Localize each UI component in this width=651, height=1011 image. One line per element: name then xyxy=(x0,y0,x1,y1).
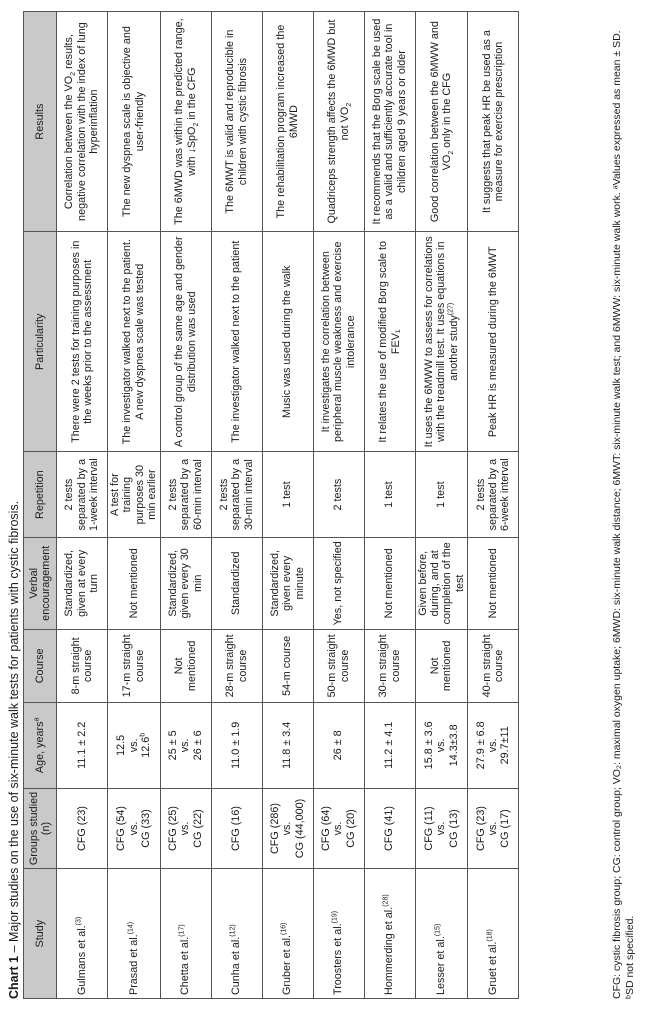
cell-course: 28-m straight course xyxy=(211,629,262,702)
header-particularity: Particularity xyxy=(24,232,57,452)
cell-age: 11.0 ± 1.9 xyxy=(211,703,262,789)
cell-repetition: 1 test xyxy=(262,452,313,538)
header-age: Age, years$^a$ xyxy=(24,703,57,789)
cell-results: It recommends that the Borg scale be used as a valid and sufficiently accurate tool in children aged 9 years or older xyxy=(364,12,415,232)
cell-results: Correlation between the $VO_2$ results, negative correlation with the index of lung hyperinflation xyxy=(57,12,108,232)
cell-course: Not mentioned xyxy=(415,629,468,702)
cell-results: The 6MWT is valid and reproducible in children with cystic fibrosis xyxy=(211,12,262,232)
cell-age: 11.8 ± 3.4 xyxy=(262,703,313,789)
studies-table xyxy=(23,11,519,999)
cell-study: Chetta et al.$^{(17)}$ xyxy=(160,869,211,999)
table-row xyxy=(211,12,262,999)
cell-groups: CFG (16) xyxy=(211,788,262,869)
cell-verbal: Standardized xyxy=(211,537,262,629)
header-verbal: Verbal encouragement xyxy=(24,537,57,629)
cell-repetition: A test for training purposes 30 min earlier xyxy=(108,452,161,538)
cell-results: Quadriceps strength affects the 6MWD but not $VO_2$ xyxy=(313,12,364,232)
cell-groups: CFG (286) vs. CG (44,000) xyxy=(262,788,313,869)
cell-course: Not mentioned xyxy=(160,629,211,702)
cell-groups: CFG (25) vs. CG (22) xyxy=(160,788,211,869)
cell-particularity: There were 2 tests for training purposes in the weeks prior to the assessment xyxy=(57,232,108,452)
cell-course: 54-m course xyxy=(262,629,313,702)
cell-groups: CFG (23) xyxy=(57,788,108,869)
table-row xyxy=(364,12,415,999)
chart-caption: Major studies on the use of six-minute walk tests for patients with cystic fibrosis. xyxy=(7,500,21,942)
cell-particularity: The investigator walked next to the patient. A new dyspnea scale was tested xyxy=(108,232,161,452)
cell-groups: CFG (11) vs. CG (13) xyxy=(415,788,468,869)
footnote: CFG: cystic fibrosis group; CG: control group; VO₂: maximal oxygen uptake; 6MWD: six-minute walk distance; 6MWT: six-minute walk test; and 6MWW: six-minute walk work. ᵃValues expressed as mean ± SD. ᵇSD not specified. xyxy=(611,30,636,999)
cell-results: The new dyspnea scale is objective and user-friendly xyxy=(108,12,161,232)
table-body xyxy=(57,12,519,999)
cell-verbal: Not mentioned xyxy=(468,537,519,629)
cell-verbal: Not mentioned xyxy=(108,537,161,629)
header-course: Course xyxy=(24,629,57,702)
cell-course: 8-m straight course xyxy=(57,629,108,702)
cell-verbal: Standardized, given every minute xyxy=(262,537,313,629)
table-row xyxy=(108,12,161,999)
cell-age: 12.5 vs. 12.6$^b$ xyxy=(108,703,161,789)
table-row xyxy=(468,12,519,999)
cell-repetition: 1 test xyxy=(364,452,415,538)
cell-study: Gruber et al.$^{(16)}$ xyxy=(262,869,313,999)
cell-study: Lesser et al.$^{(15)}$ xyxy=(415,869,468,999)
header-study: Study xyxy=(24,869,57,999)
cell-study: Prasad et al.$^{(14)}$ xyxy=(108,869,161,999)
table-row xyxy=(160,12,211,999)
header-groups: Groups studied (n) xyxy=(24,788,57,869)
cell-study: Hommerding et al.$^{(28)}$ xyxy=(364,869,415,999)
cell-study: Cunha et al.$^{(12)}$ xyxy=(211,869,262,999)
cell-age: 11.1 ± 2.2 xyxy=(57,703,108,789)
cell-results: The 6MWD was within the predicted range, with ↓SpO$_2$ in the CFG xyxy=(160,12,211,232)
cell-age: 25 ± 5 vs. 26 ± 6 xyxy=(160,703,211,789)
header-results: Results xyxy=(24,12,57,232)
cell-particularity: Music was used during the walk xyxy=(262,232,313,452)
cell-course: 30-m straight course xyxy=(364,629,415,702)
cell-results: It suggests that peak HR be used as a measure for exercise prescription xyxy=(468,12,519,232)
cell-particularity: The investigator walked next to the patient xyxy=(211,232,262,452)
cell-groups: CFG (54) vs. CG (33) xyxy=(108,788,161,869)
cell-repetition: 2 tests xyxy=(313,452,364,538)
cell-course: 50-m straight course xyxy=(313,629,364,702)
cell-groups: CFG (41) xyxy=(364,788,415,869)
cell-verbal: Given before, during, and at completion of the test xyxy=(415,537,468,629)
cell-particularity: It relates the use of modified Borg scale to FEV₁ xyxy=(364,232,415,452)
cell-study: Troosters et al.$^{(19)}$ xyxy=(313,869,364,999)
cell-particularity: It investigates the correlation between peripheral muscle weakness and exercise intolerance xyxy=(313,232,364,452)
cell-verbal: Yes, not specified xyxy=(313,537,364,629)
cell-age: 27.9 ± 6.8 vs. 29.7±11 xyxy=(468,703,519,789)
chart-label: Chart 1 xyxy=(7,955,21,999)
cell-repetition: 2 tests separated by a 1-week interval xyxy=(57,452,108,538)
cell-particularity: Peak HR is measured during the 6MWT xyxy=(468,232,519,452)
cell-repetition: 1 test xyxy=(415,452,468,538)
table-row xyxy=(313,12,364,999)
cell-groups: CFG (23) vs. CG (17) xyxy=(468,788,519,869)
cell-results: Good correlation between the 6MWW and $VO_2$ only in the CFG xyxy=(415,12,468,232)
table-row xyxy=(415,12,468,999)
cell-particularity: A control group of the same age and gender distribution was used xyxy=(160,232,211,452)
cell-age: 15.8 ± 3.6 vs. 14.3±3.8 xyxy=(415,703,468,789)
cell-study: Gulmans et al.$^{(3)}$ xyxy=(57,869,108,999)
cell-repetition: 2 tests separated by a 60-min interval xyxy=(160,452,211,538)
cell-results: The rehabilitation program increased the 6MWD xyxy=(262,12,313,232)
cell-groups: CFG (64) vs. CG (20) xyxy=(313,788,364,869)
cell-course: 40-m straight course xyxy=(468,629,519,702)
cell-study: Gruet et al.$^{(18)}$ xyxy=(468,869,519,999)
cell-verbal: Standardized, given at every turn xyxy=(57,537,108,629)
cell-verbal: Standardized, given every 30 min xyxy=(160,537,211,629)
cell-particularity: It uses the 6MWW to assess for correlations with the treadmill test. It uses equations in another study$^{(27)}$ xyxy=(415,232,468,452)
cell-age: 11.2 ± 4.1 xyxy=(364,703,415,789)
table-row xyxy=(57,12,108,999)
cell-repetition: 2 tests separated by a 30-min interval xyxy=(211,452,262,538)
header-repetition: Repetition xyxy=(24,452,57,538)
cell-age: 26 ± 8 xyxy=(313,703,364,789)
chart-title: Chart 1 – Major studies on the use of six-minute walk tests for patients with cystic fibrosis. xyxy=(7,500,21,999)
cell-course: 17-m straight course xyxy=(108,629,161,702)
cell-repetition: 2 tests separated by a 6-week interval xyxy=(468,452,519,538)
header-row xyxy=(24,12,57,999)
table-row xyxy=(262,12,313,999)
cell-verbal: Not mentioned xyxy=(364,537,415,629)
